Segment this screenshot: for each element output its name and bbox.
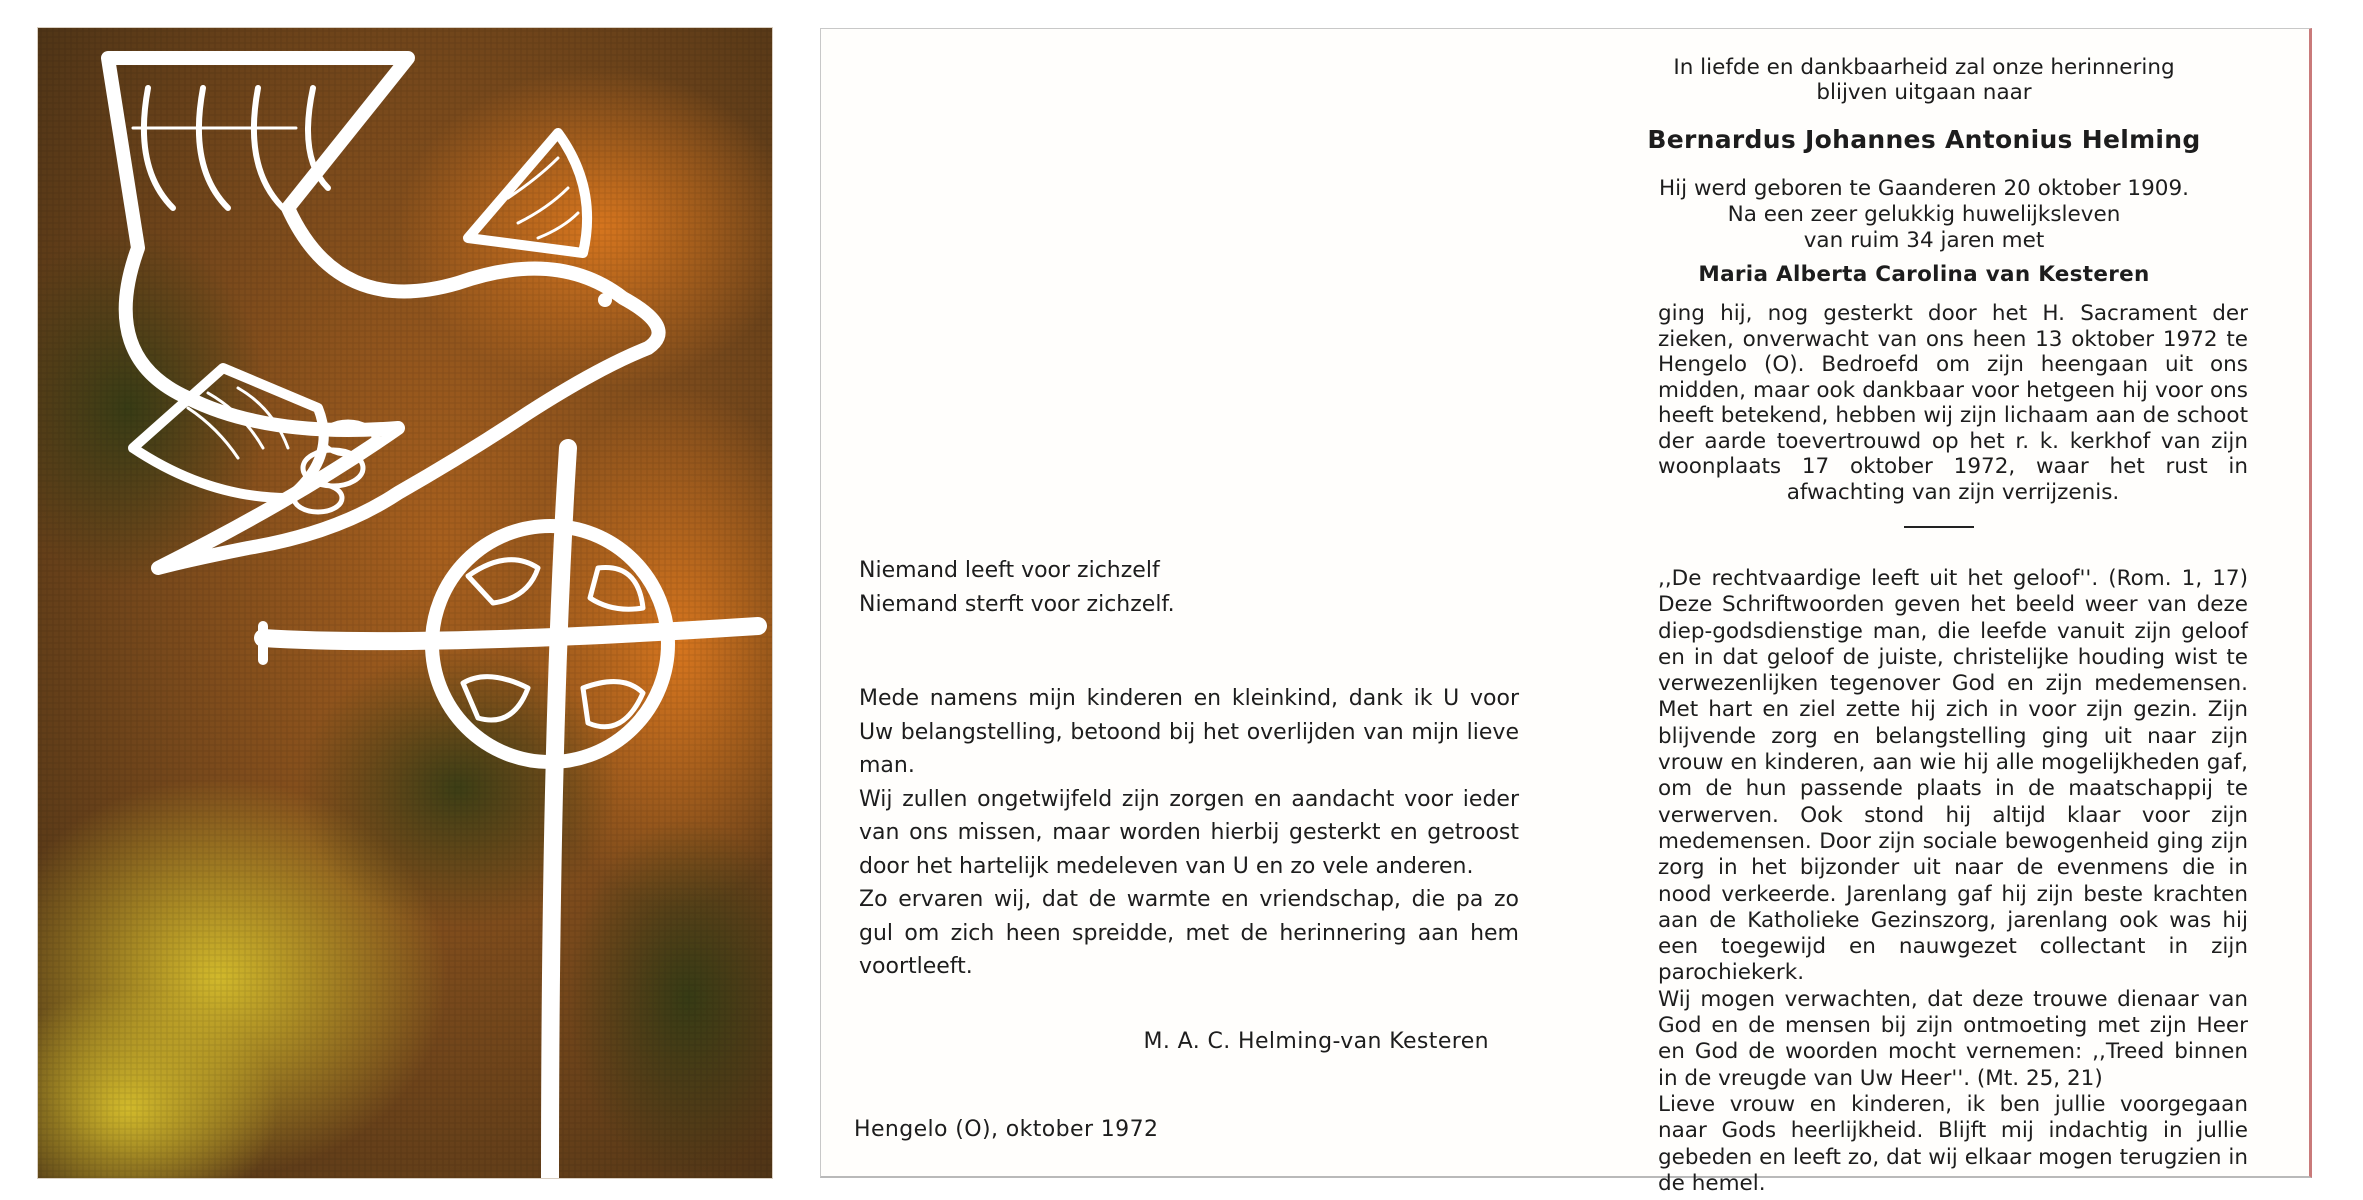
- heading-line: blijven uitgaan naar: [1816, 80, 2032, 105]
- motto-line: Niemand sterft voor zichzelf.: [859, 591, 1175, 617]
- reflection-paragraph: ,,De rechtvaardige leeft uit het geloof''. (Rom. 1, 17) Deze Schriftwoorden geven het beeld weer van deze diep-godsdienstige man, die leefde vanuit zijn geloof en in dat geloof de juiste, christelijke houding wist te verwezenlijken tegenover God en zijn medemensen. Met hart en ziel zette hij zich in voor zijn gezin. Zijn blijvende zorg en belangstelling ging uit naar zijn vrouw en kinderen, aan wie hij alle mogelijkheden gaf, om de hun passende plaats in de maatschappij te verwerven. Ook stond hij altijd klaar voor zijn medemensen. Door zijn sociale bewogenheid ging zijn zorg in het bijzonder uit naar de evenmens die in nood verkeerde. Jarenlang gaf hij zijn beste krachten aan de Katholieke Gezinszorg, jarenlang ook was hij een toegewijd en nauwgezet collectant in zijn parochiekerk.: [1658, 566, 2248, 986]
- signature: M. A. C. Helming-van Kesteren: [1143, 1029, 1489, 1054]
- spouse-name: Maria Alberta Carolina van Kesteren: [1698, 262, 2150, 287]
- thank-you-paragraph: Wij zullen ongetwijfeld zijn zorgen en aandacht voor ieder van ons missen, maar worden hierbij gesterkt en getroost door het hartelijk medeleven van U en zo vele anderen.: [859, 786, 1519, 879]
- place-and-date: Hengelo (O), oktober 1972: [854, 1117, 1159, 1142]
- heading-line: In liefde en dankbaarheid zal onze herinnering: [1673, 55, 2175, 80]
- card-inner-spread: [820, 28, 2312, 1196]
- birth-line: Hij werd geboren te Gaanderen 20 oktober 1909.: [1659, 176, 2189, 201]
- thank-you-page: [821, 29, 1521, 1176]
- dove-cross-illustration: [38, 28, 772, 1178]
- reflection-text: [1658, 566, 2248, 1197]
- motto-line: Niemand leeft voor zichzelf: [859, 558, 1160, 583]
- divider: [1904, 526, 1974, 528]
- thank-you-paragraph: Zo ervaren wij, dat de warmte en vriendschap, die pa zo gul om zich heen spreidde, met de herinnering aan hem voortleeft.: [859, 887, 1519, 979]
- thank-you-paragraph: Mede namens mijn kinderen en kleinkind, dank ik U voor Uw belangstelling, betoond bij het overlijden van mijn lieve man.: [859, 686, 1519, 778]
- birth-details: [1604, 176, 2244, 254]
- reflection-paragraph: Wij mogen verwachten, dat deze trouwe dienaar van God en de mensen bij zijn ontmoeting met zijn Heer en God de woorden mocht vernemen: ,,Treed binnen in de vreugde van Uw Heer''. (Mt. 25, 21): [1658, 986, 2248, 1091]
- birth-line: van ruim 34 jaren met: [1803, 228, 2045, 253]
- memorial-page: [1604, 29, 2313, 1196]
- death-details: ging hij, nog gesterkt door het H. Sacrament der zieken, onverwacht van ons heen 13 oktober 1972 te Hengelo (O). Bedroefd om zijn heengaan uit ons midden, maar ook dankbaar voor hetgeen hij voor ons heeft betekend, hebben wij zijn lichaam aan de schoot der aarde toevertrouwd op het r. k. kerkhof van zijn woonplaats 17 oktober 1972, waar het rust in afwachting van zijn verrijzenis.: [1658, 301, 2248, 505]
- reflection-paragraph: Lieve vrouw en kinderen, ik ben jullie voorgegaan naar Gods heerlijkheid. Blijft mij indachtig in jullie gebeden en leeft zo, dat wij elkaar mogen terugzien in de hemel.: [1658, 1091, 2248, 1196]
- card-front-artwork: [38, 28, 772, 1178]
- deceased-name: Bernardus Johannes Antonius Helming: [1647, 125, 2201, 154]
- motto: [859, 554, 1519, 621]
- birth-line: Na een zeer gelukkig huwelijksleven: [1727, 202, 2121, 227]
- memorial-heading: [1604, 55, 2244, 105]
- thank-you-text: [859, 682, 1519, 984]
